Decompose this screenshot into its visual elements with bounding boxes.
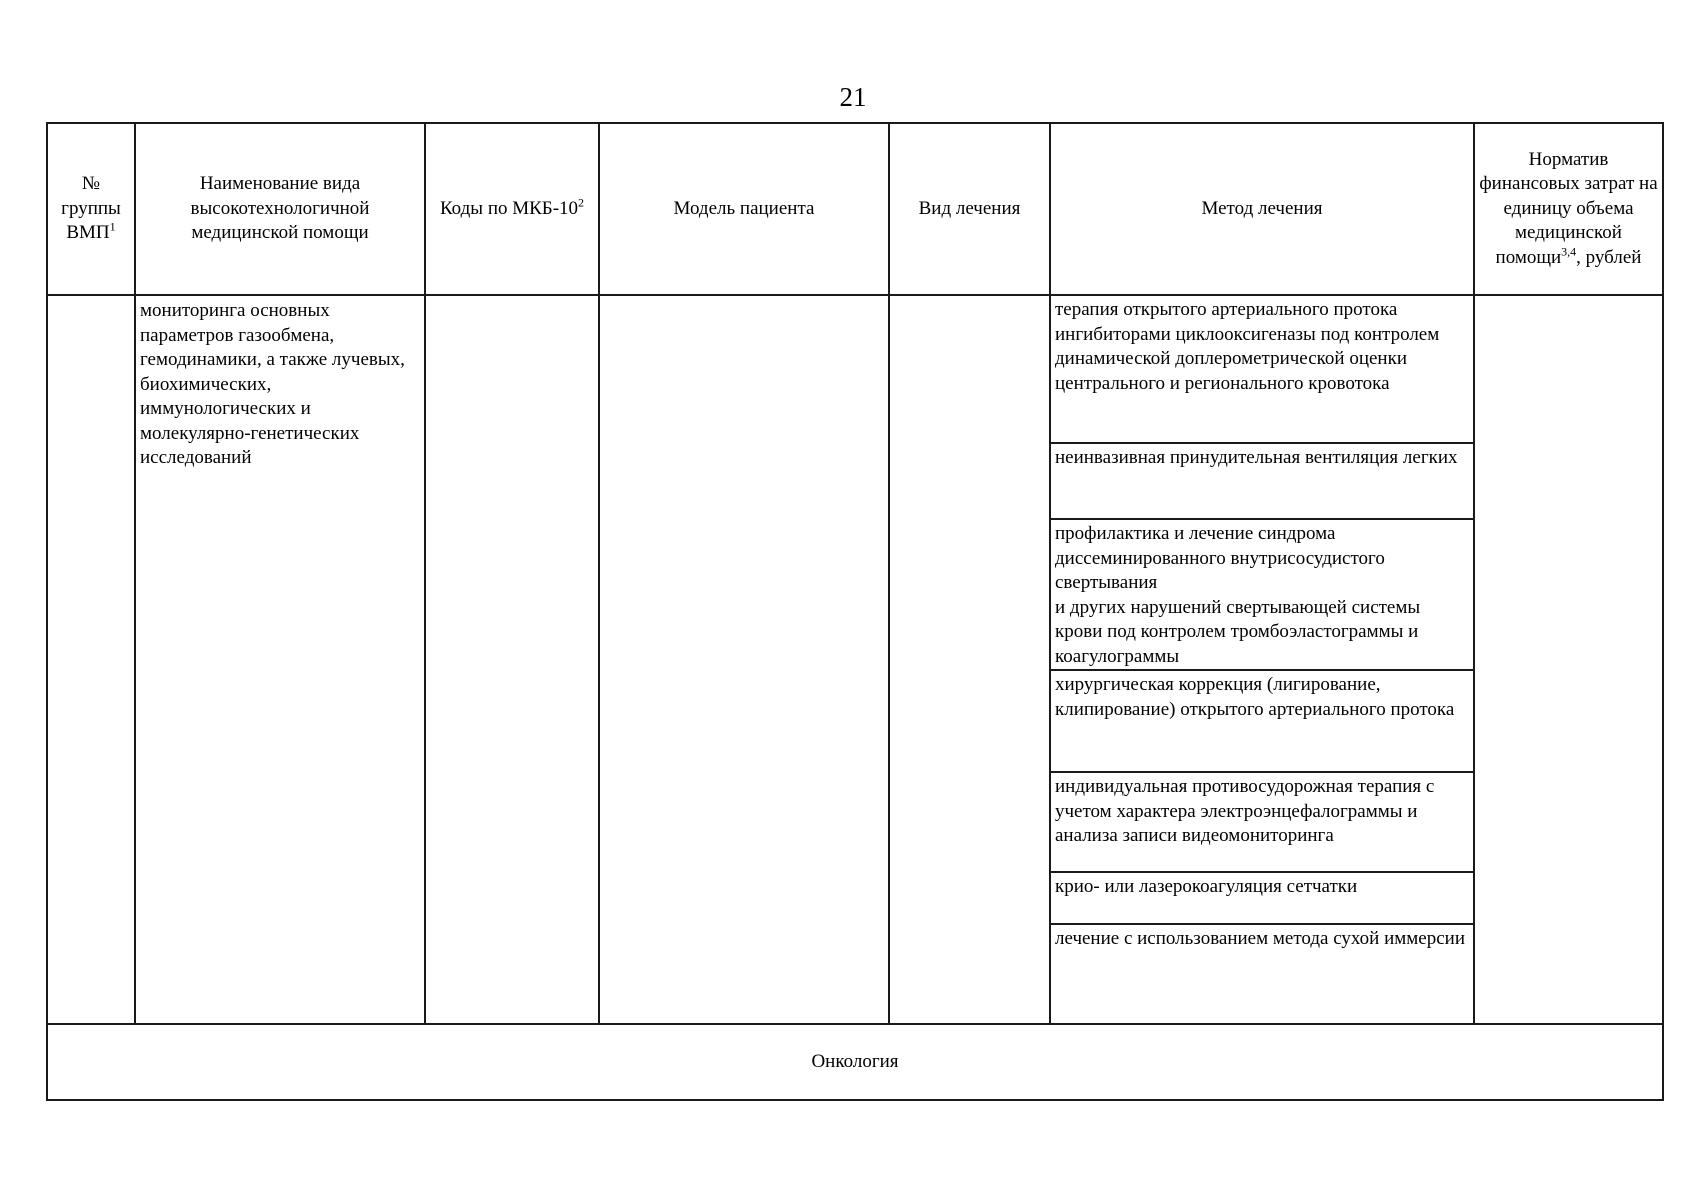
- table-row: [47, 295, 1663, 1024]
- cell-name: мониторинга основных параметров газообмена, гемодинамики, а также лучевых, биохимических, иммунологических и молекулярно-генетических исследований: [135, 295, 425, 1024]
- method-item: терапия открытого артериального протока ингибиторами циклооксигеназы под контролем динамической доплерометрической оценки центрального и регионального кровотока: [1051, 296, 1473, 443]
- method-item: лечение с использованием метода сухой иммерсии: [1055, 928, 1465, 949]
- method-item: индивидуальная противосудорожная терапия с учетом характера электроэнцефалограммы и анализа записи видеомониторинга: [1051, 772, 1473, 872]
- cell-type: [889, 295, 1050, 1024]
- header-name: Наименование вида высокотехнологичной медицинской помощи: [135, 123, 425, 295]
- header-norm: Норматив финансовых затрат на единицу объема медицинской помощи$^{3,4}$, рублей: [1474, 123, 1663, 295]
- cell-model: [599, 295, 889, 1024]
- page-number: 21: [839, 82, 867, 112]
- method-list: [1051, 296, 1473, 1023]
- header-group-no: № группы ВМП$^1$: [47, 123, 135, 295]
- method-item: профилактика и лечение синдрома диссеминированного внутрисосудистого свертывания и других нарушений свертывающей системы крови под контролем тромбоэластограммы и коагулограммы: [1051, 519, 1473, 670]
- header-method: Метод лечения: [1050, 123, 1474, 295]
- cell-group-no: [47, 295, 135, 1024]
- header-type: Вид лечения: [889, 123, 1050, 295]
- vmp-table: [46, 122, 1664, 1101]
- table-header-row: [47, 123, 1663, 295]
- method-item: неинвазивная принудительная вентиляция легких: [1051, 443, 1473, 519]
- header-model: Модель пациента: [599, 123, 889, 295]
- cell-norm: [1474, 295, 1663, 1024]
- method-item: хирургическая коррекция (лигирование, клипирование) открытого артериального протока: [1051, 670, 1473, 772]
- method-item: крио- или лазерокоагуляция сетчатки: [1051, 872, 1473, 924]
- section-title: Онкология: [47, 1024, 1663, 1100]
- section-row: [47, 1024, 1663, 1100]
- cell-methods: [1050, 295, 1474, 1024]
- cell-codes: [425, 295, 599, 1024]
- header-codes: Коды по МКБ-$10^2$: [425, 123, 599, 295]
